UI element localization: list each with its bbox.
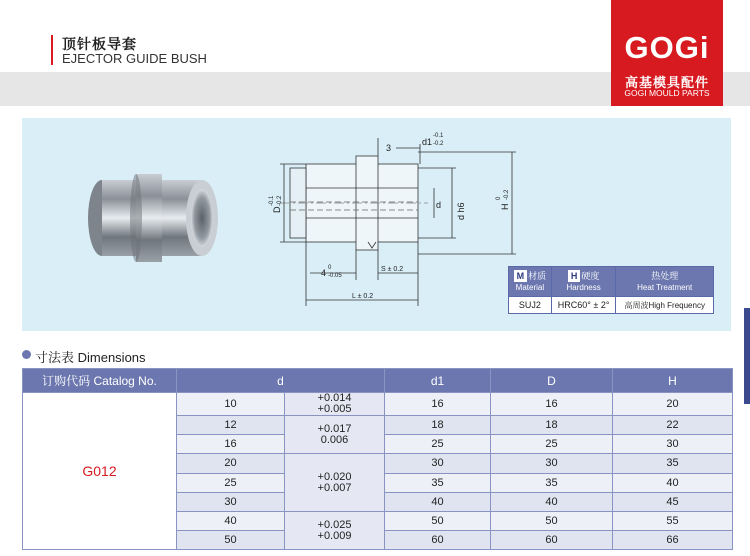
tolerance-cell (285, 511, 385, 549)
cell-d: 25 (177, 473, 285, 492)
logo-name-cn: 高基模具配件 (624, 75, 709, 90)
hardness-value: HRC60° ± 2° (551, 297, 616, 314)
table-header-row (23, 369, 733, 393)
tolerance-bottom: 0.006 (320, 433, 349, 446)
cell-D: 25 (491, 435, 613, 454)
cell-D: 18 (491, 416, 613, 435)
tolerance-bottom: +0.005 (317, 403, 352, 415)
cell-H: 55 (613, 511, 733, 530)
cell-H: 22 (613, 416, 733, 435)
cell-d: 50 (177, 531, 285, 550)
heat-header-cell (616, 267, 714, 297)
cell-d: 10 (177, 393, 285, 416)
header-catalog: 订购代码 Catalog No. (23, 369, 177, 393)
hardness-header-en: Hardness (566, 283, 601, 292)
material-value: SUJ2 (509, 297, 552, 314)
dim-d1-label: d1 (422, 137, 433, 147)
page-edge-marker (744, 308, 750, 404)
material-header-en: Material (515, 283, 545, 292)
heat-value: 高周波High Frequency (616, 297, 714, 314)
heat-header-cn: 热处理 (651, 270, 679, 281)
section-bullet (22, 350, 31, 359)
dim-D-label: D (272, 206, 282, 213)
dim-d1-tol-top: -0.1 (433, 133, 444, 139)
cell-d1: 30 (385, 454, 491, 473)
page-title-en: EJECTOR GUIDE BUSH (62, 51, 207, 66)
dim-chamfer-tol-top: 0 (328, 265, 332, 271)
cell-d1: 18 (385, 416, 491, 435)
header-d1: d1 (385, 369, 491, 393)
hardness-header-cell (551, 267, 616, 297)
logo-wordmark: GOGi (624, 30, 710, 65)
tolerance-top: +0.025 (317, 518, 352, 531)
cell-H: 35 (613, 454, 733, 473)
catalog-number: G012 (23, 393, 177, 550)
material-header-cell (509, 267, 552, 297)
dim-H-tol-bottom: -0.2 (504, 189, 510, 200)
logo-name-en: GOGI MOULD PARTS (624, 88, 710, 98)
dim-D-tol-top: -0.1 (269, 195, 275, 206)
dimensions-table (22, 368, 733, 550)
cell-d: 30 (177, 492, 285, 511)
bush-drawing (280, 138, 516, 306)
section-title: 寸法表 Dimensions (35, 350, 146, 365)
tolerance-bottom: +0.007 (317, 481, 352, 494)
cell-H: 20 (613, 393, 733, 416)
table-row (23, 393, 733, 416)
tolerance-cell (285, 393, 385, 416)
tolerance-top: +0.014 (317, 392, 352, 404)
dim-H-label: H (500, 203, 510, 210)
cell-D: 50 (491, 511, 613, 530)
material-header-cn: 材质 (528, 271, 547, 281)
cell-D: 35 (491, 473, 613, 492)
cell-d1: 60 (385, 531, 491, 550)
material-value-row (509, 297, 714, 314)
dim-L-label: L ± 0.2 (352, 293, 374, 300)
dim-3-label: 3 (386, 143, 392, 153)
dim-S-label: S ± 0.2 (381, 266, 404, 273)
header-accent-bar (51, 35, 53, 65)
heat-header-en: Heat Treatment (637, 282, 693, 292)
cell-d: 16 (177, 435, 285, 454)
dim-dh6-label: d h6 (456, 202, 466, 220)
cell-d: 12 (177, 416, 285, 435)
dim-H-tol-top: 0 (496, 196, 502, 200)
cell-d1: 25 (385, 435, 491, 454)
cell-D: 30 (491, 454, 613, 473)
tolerance-cell (285, 416, 385, 454)
dim-D-tol-bottom: -0.2 (277, 195, 283, 206)
cell-d1: 35 (385, 473, 491, 492)
hardness-key-badge: H (568, 270, 581, 282)
page-title-cn: 顶针板导套 (62, 36, 137, 52)
material-key-badge: M (514, 270, 528, 282)
cell-d1: 16 (385, 393, 491, 416)
dim-d1-tol-bottom: -0.2 (433, 141, 444, 147)
dim-chamfer-label: 4 (321, 268, 327, 278)
cell-H: 40 (613, 473, 733, 492)
dim-d-label: d (436, 200, 442, 210)
cell-H: 30 (613, 435, 733, 454)
cell-d: 20 (177, 454, 285, 473)
header-d: d (177, 369, 385, 393)
dim-chamfer-tol-bottom: -0.05 (328, 273, 342, 279)
cell-d: 40 (177, 511, 285, 530)
material-header-row (509, 267, 714, 297)
header-D: D (491, 369, 613, 393)
cell-D: 60 (491, 531, 613, 550)
cell-H: 66 (613, 531, 733, 550)
cell-d1: 50 (385, 511, 491, 530)
brand-logo (611, 0, 723, 106)
cell-D: 16 (491, 393, 613, 416)
tolerance-bottom: +0.009 (317, 529, 352, 542)
cell-D: 40 (491, 492, 613, 511)
tolerance-top: +0.017 (317, 422, 352, 435)
header-H: H (613, 369, 733, 393)
material-table (508, 266, 714, 314)
bush-photo (88, 174, 218, 262)
cell-d1: 40 (385, 492, 491, 511)
hardness-header-cn: 硬度 (581, 271, 600, 281)
tolerance-cell (285, 454, 385, 512)
tolerance-top: +0.020 (317, 470, 352, 483)
cell-H: 45 (613, 492, 733, 511)
